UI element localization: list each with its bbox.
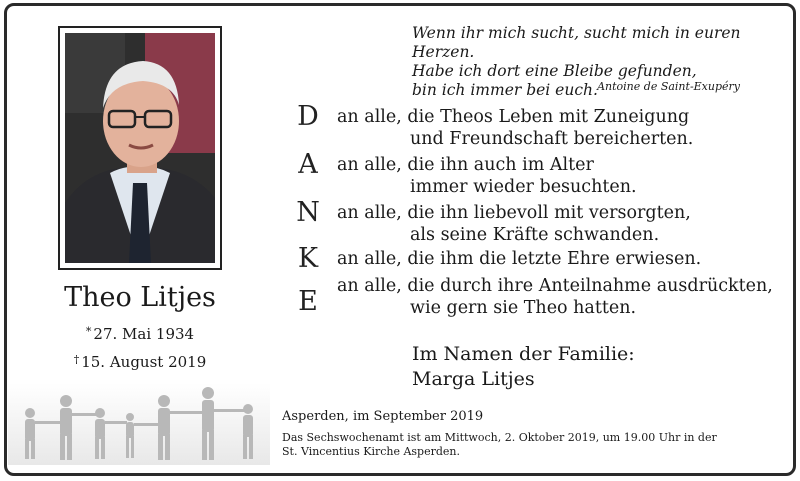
- quote-author: Antoine de Saint-Exupéry: [597, 80, 740, 93]
- deceased-name: Theo Litjes: [64, 282, 216, 313]
- quote-line: Habe ich dort eine Bleibe gefunden,: [412, 62, 697, 80]
- danke-line: an alle, die ihn auch im Alter: [337, 155, 594, 175]
- portrait-photo: [65, 33, 215, 263]
- death-symbol: †: [73, 353, 80, 366]
- danke-line: immer wieder besuchten.: [410, 177, 637, 197]
- quote-line: bin ich immer bei euch.: [412, 81, 598, 99]
- danke-letter-k: K: [297, 243, 319, 274]
- notice-line: Das Sechswochenamt ist am Mittwoch, 2. Oktober 2019, um 19.00 Uhr in der: [282, 431, 717, 444]
- birth-date-line: [40, 325, 240, 343]
- family-silhouette-image: [8, 383, 270, 465]
- birth-symbol: *: [85, 325, 92, 338]
- danke-letter-n: N: [296, 197, 320, 228]
- death-date-line: [40, 353, 240, 371]
- danke-letter-d: D: [297, 101, 319, 132]
- place-date: Asperden, im September 2019: [282, 409, 484, 424]
- quote-line: Wenn ihr mich sucht, sucht mich in euren Herzen.: [412, 24, 741, 61]
- death-date: 15. August 2019: [81, 353, 207, 371]
- danke-letter-a: A: [298, 149, 318, 180]
- danke-line: an alle, die ihn liebevoll mit versorgten,: [337, 203, 691, 223]
- birth-date: 27. Mai 1934: [93, 325, 195, 343]
- signature-intro: Im Namen der Familie:: [412, 343, 635, 365]
- danke-line: wie gern sie Theo hatten.: [410, 298, 637, 318]
- danke-line: als seine Kräfte schwanden.: [410, 225, 660, 245]
- signature-name: Marga Litjes: [412, 368, 535, 390]
- danke-letter-e: E: [298, 286, 318, 317]
- danke-line: und Freundschaft bereicherten.: [410, 129, 694, 149]
- danke-line: an alle, die durch ihre Anteilnahme ausdrückten,: [337, 276, 773, 296]
- danke-line: an alle, die ihm die letzte Ehre erwiesen.: [337, 249, 702, 269]
- notice-line: St. Vincentius Kirche Asperden.: [282, 445, 460, 458]
- portrait-frame: [58, 26, 222, 270]
- service-notice: [282, 431, 742, 459]
- danke-line: an alle, die Theos Leben mit Zuneigung: [337, 107, 690, 127]
